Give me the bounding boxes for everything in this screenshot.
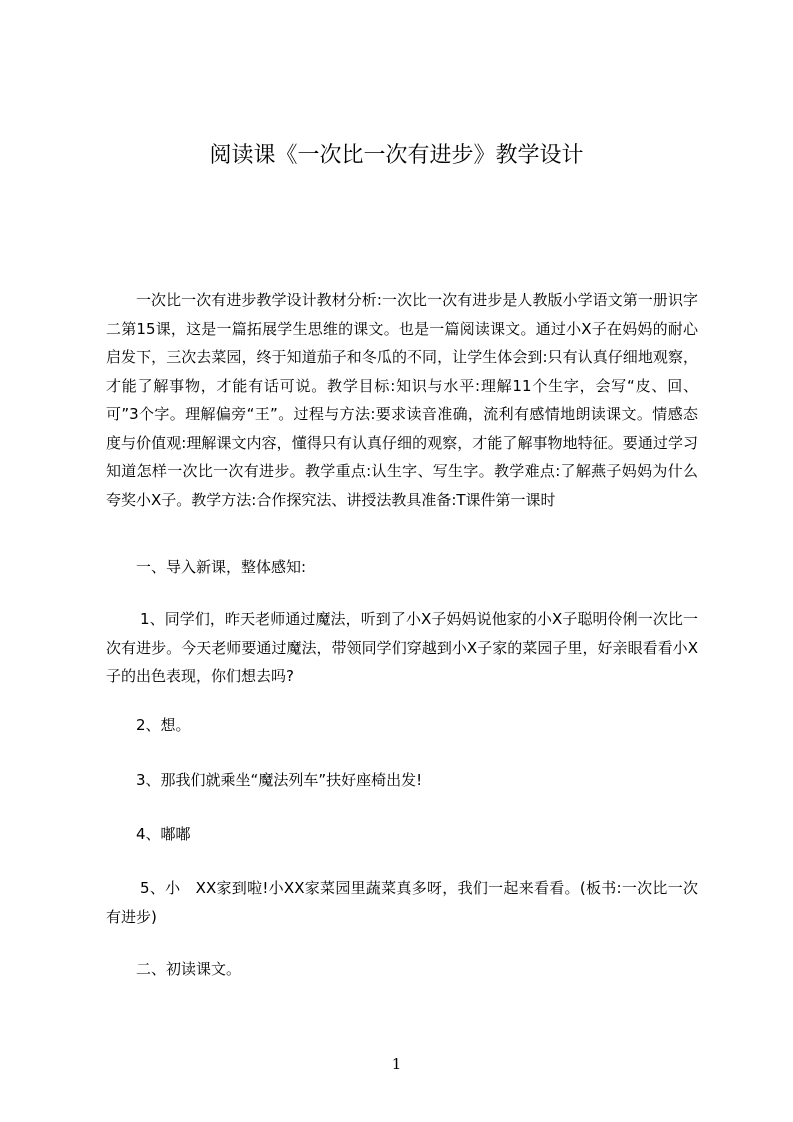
list-item-3: 3、那我们就乘坐“魔法列车”扶好座椅出发! bbox=[136, 771, 423, 789]
list-item-5: 5、小 XX家到啦!小XX家菜园里蔬菜真多呀，我们一起来看看。(板书:一次比一次有进步) bbox=[106, 879, 698, 926]
list-item-2: 2、想。 bbox=[136, 716, 191, 734]
intro-paragraph: 一次比一次有进步教学设计教材分析:一次比一次有进步是人教版小学语文第一册识字二第15课，这是一篇拓展学生思维的课文。也是一篇阅读课文。通过小X子在妈妈的耐心启发下，三次去菜园，终于知道茄子和冬瓜的不同，让学生体会到:只有认真仔细地观察，才能了解事物，才能有话可说。教学目标:知识与水平:理解11个生字，会写“皮、回、可”3个字。理解偏旁“王”。过程与方法:要求读音准确，流利有感情地朗读课文。情感态度与价值观:理解课文内容，懂得只有认真仔细的观察，才能了解事物地特征。要通过学习知道怎样一次比一次有进步。教学重点:认生字、写生字。教学难点:了解燕子妈妈为什么夸奖小X子。教学方法:合作探究法、讲授法教具准备:T课件第一课时 bbox=[106, 291, 698, 509]
document-title: 阅读课《一次比一次有进步》教学设计 bbox=[209, 143, 584, 168]
section-heading-2: 二、初读课文。 bbox=[136, 960, 242, 978]
list-item-1: 1、同学们，昨天老师通过魔法，听到了小X子妈妈说他家的小X子聪明伶俐一次比一次有进步。今天老师要通过魔法，带领同学们穿越到小X子家的菜园子里，好亲眼看看小X子的出色表现，你们想去吗? bbox=[106, 610, 698, 685]
page-number: 1 bbox=[391, 1055, 402, 1073]
section-heading-1: 一、导入新课，整体感知: bbox=[136, 558, 307, 576]
list-item-4: 4、嘟嘟 bbox=[136, 825, 191, 843]
